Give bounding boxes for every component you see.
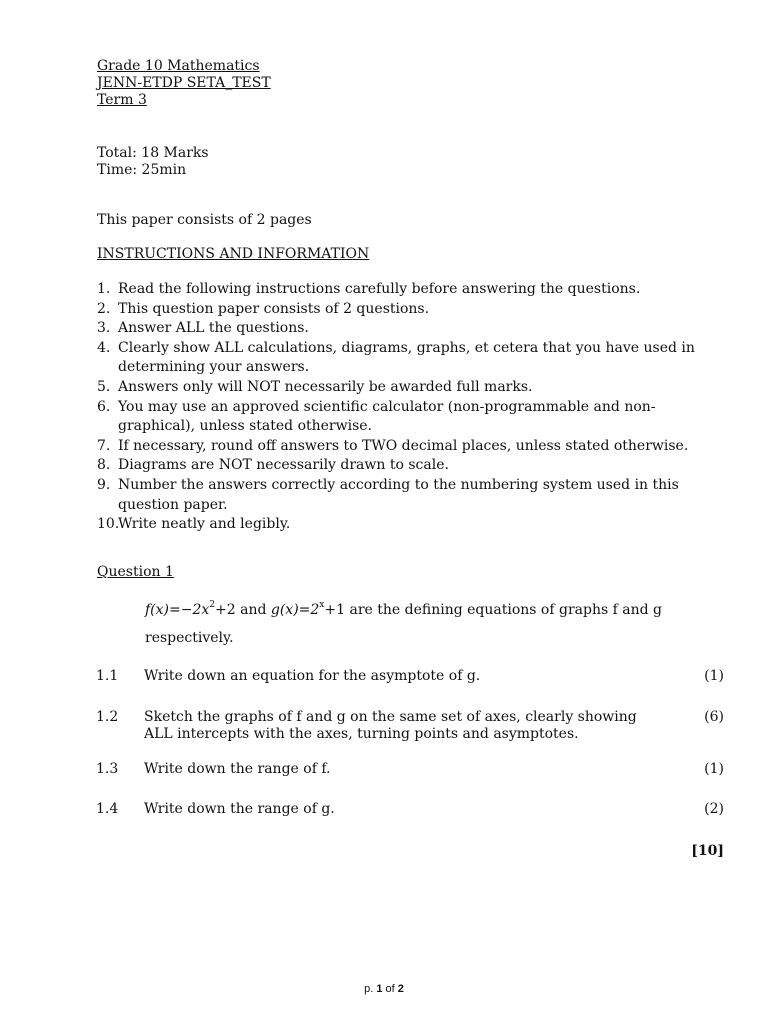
instruction-number: 4. [97, 339, 111, 356]
instruction-number: 3. [97, 320, 111, 337]
instruction-item [97, 456, 697, 476]
sub-question-number: 1.1 [96, 668, 119, 684]
sub-question-marks: (6) [704, 709, 724, 725]
page-footer [0, 983, 768, 995]
instruction-item [97, 476, 697, 515]
instructions-list [97, 280, 697, 535]
question-1-total: [10] [691, 843, 724, 859]
f-exponent: 2 [209, 600, 215, 610]
sub-question-number: 1.3 [96, 761, 119, 777]
intro-and: and [235, 602, 271, 618]
instruction-item [97, 300, 697, 320]
sub-question-marks: (1) [704, 668, 724, 684]
question-1-heading: Question 1 [97, 564, 174, 580]
instruction-number: 6. [97, 398, 111, 415]
instruction-text: Read the following instructions carefully before answering the questions. [118, 281, 641, 297]
time-label: Time: 25min [97, 162, 187, 178]
instruction-number: 5. [97, 378, 111, 395]
g-equation-lhs: g(x)=2 [270, 602, 320, 618]
instruction-item [97, 515, 697, 535]
sub-question-1-3 [96, 761, 724, 778]
question-1-intro [145, 596, 685, 652]
g-equation-rhs: +1 [324, 602, 346, 618]
instruction-item [97, 398, 697, 437]
instruction-text: Clearly show ALL calculations, diagrams, graphs, et cetera that you have used in determining your answers. [118, 339, 695, 376]
instruction-text: Number the answers correctly according to the numbering system used in this question paper. [118, 476, 679, 513]
instruction-number: 9. [97, 476, 111, 493]
sub-question-1-4 [96, 801, 724, 818]
instruction-number: 10. [97, 516, 120, 533]
instruction-number: 7. [97, 437, 111, 454]
page-count-note: This paper consists of 2 pages [97, 212, 312, 228]
instruction-number: 2. [97, 300, 111, 317]
sub-question-text: Write down the range of g. [144, 801, 335, 817]
instruction-text: Answer ALL the questions. [118, 320, 309, 337]
instruction-text: If necessary, round off answers to TWO decimal places, unless stated otherwise. [118, 437, 689, 454]
instruction-item [97, 319, 697, 339]
instruction-number: 1. [97, 281, 111, 297]
instructions-heading: INSTRUCTIONS AND INFORMATION [97, 246, 370, 262]
instruction-item [97, 280, 697, 300]
subject-title: Grade 10 Mathematics [97, 58, 260, 74]
instruction-number: 8. [97, 457, 111, 474]
sub-question-marks: (2) [704, 801, 724, 817]
exam-header [97, 58, 271, 109]
instruction-text: Answers only will NOT necessarily be awarded full marks. [118, 378, 533, 395]
sub-question-number: 1.2 [96, 709, 119, 725]
footer-page-number: 1 [376, 983, 383, 995]
instruction-text: This question paper consists of 2 questions. [118, 300, 430, 317]
instruction-item [97, 437, 697, 457]
sub-question-number: 1.4 [96, 801, 119, 817]
sub-question-1-1 [96, 668, 724, 685]
sub-question-1-2 [96, 709, 724, 743]
f-equation-lhs: f(x)=−2x [145, 602, 210, 618]
sub-question-text: Sketch the graphs of f and g on the same set of axes, clearly showing ALL intercepts with the axes, turning points and asymptotes. [144, 709, 637, 742]
instruction-text: Write neatly and legibly. [118, 516, 291, 533]
term-label: Term 3 [97, 92, 147, 108]
sub-question-text: Write down the range of f. [144, 761, 331, 777]
footer-prefix: p. [364, 983, 377, 995]
instruction-text: Diagrams are NOT necessarily drawn to scale. [118, 457, 449, 474]
test-name: JENN-ETDP SETA_TEST [97, 75, 271, 91]
total-marks-label: Total: 18 Marks [97, 145, 209, 161]
sub-question-marks: (1) [704, 761, 724, 777]
footer-page-total: 2 [397, 983, 404, 995]
instruction-text: You may use an approved scientific calculator (non-programmable and non-graphical), unless stated otherwise. [118, 398, 656, 435]
intro-rest: are the defining equations of graphs f and g respectively. [145, 602, 662, 646]
instruction-item [97, 339, 697, 378]
marks-info [97, 145, 209, 179]
g-exponent: x [319, 600, 325, 610]
instruction-item [97, 378, 697, 398]
f-equation-rhs: +2 [215, 602, 236, 618]
footer-of: of [382, 983, 398, 995]
sub-question-text: Write down an equation for the asymptote of g. [144, 668, 481, 684]
